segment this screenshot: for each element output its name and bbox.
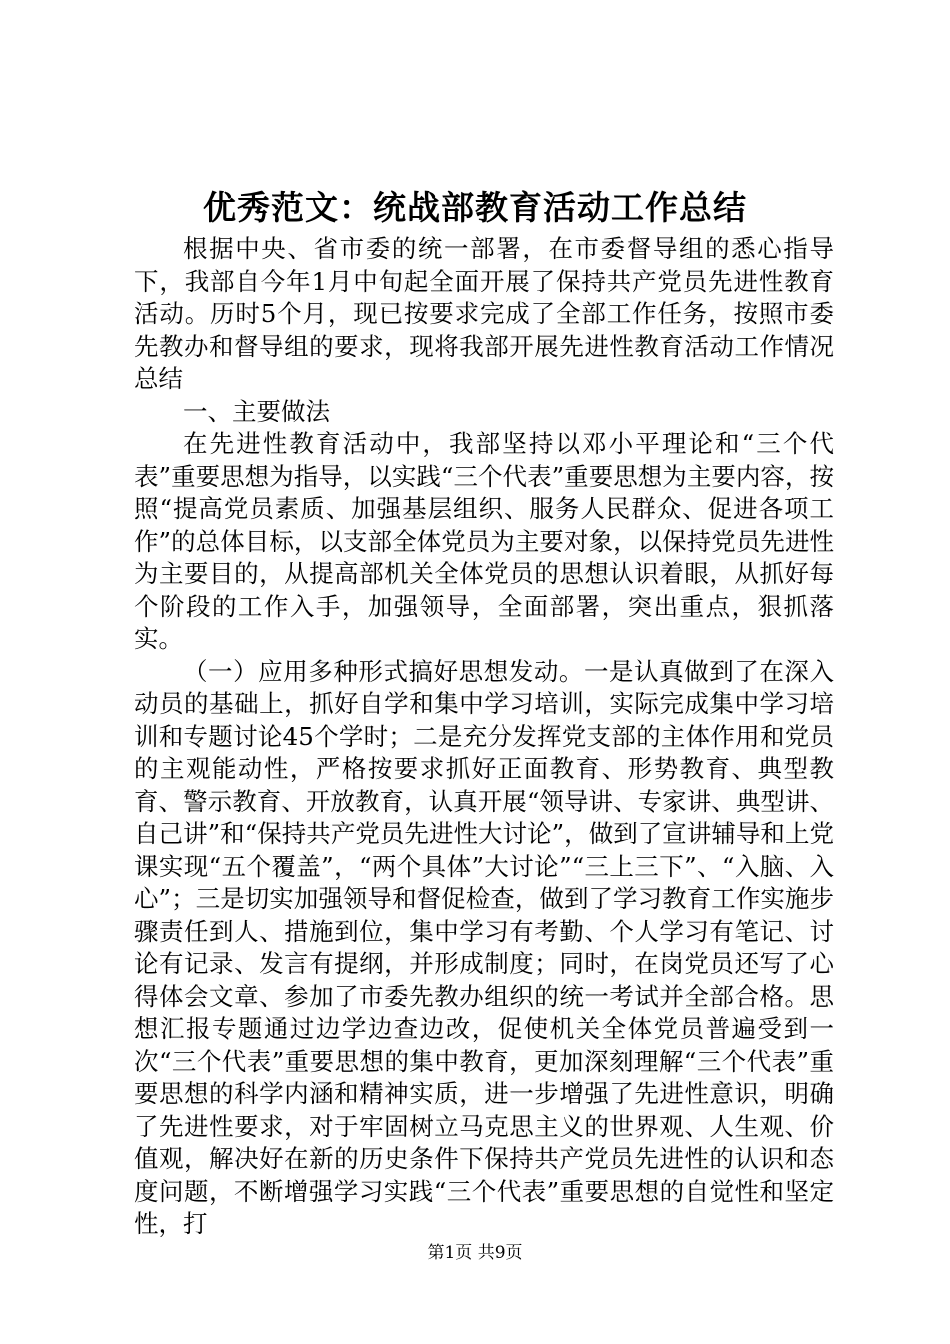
section-heading: 一、主要做法 [183,396,330,426]
page-footer: 第1页 共9页 [427,1243,523,1263]
paragraph-intro: 根据中央、省市委的统一部署，在市委督导组的悉心指导下，我部自今年1月中旬起全面开展了保持共产党员先进性教育活动。历时5个月，现已按要求完成了全部工作任务，按照市委先教办和督导组的要求，现将我部开展先进性教育活动工作情况总结 [134,234,834,393]
document-body [134,233,834,1241]
paragraph-approach: 在先进性教育活动中，我部坚持以邓小平理论和“三个代表”重要思想为指导，以实践“三个代表”重要思想为主要内容，按照“提高党员素质、加强基层组织、服务人民群众、促进各项工作”的总体目标，以支部全体党员为主要对象，以保持党员先进性为主要目的，从提高部机关全体党员的思想认识着眼，从抓好每个阶段的工作入手，加强领导，全面部署，突出重点，狠抓落实。 [134,429,834,653]
paragraph-mobilization: （一）应用多种形式搞好思想发动。一是认真做到了在深入动员的基础上，抓好自学和集中学习培训，实际完成集中学习培训和专题讨论45个学时；二是充分发挥党支部的主体作用和党员的主观能动性，严格按要求抓好正面教育、形势教育、典型教育、警示教育、开放教育，认真开展“领导讲、专家讲、典型讲、自己讲”和“保持共产党员先进性大讨论”，做到了宣讲辅导和上党课实现“五个覆盖”，“两个具体”大讨论”“三上三下”、“入脑、入心”；三是切实加强领导和督促检查，做到了学习教育工作实施步骤责任到人、措施到位，集中学习有考勤、个人学习有笔记、讨论有记录、发言有提纲，并形成制度；同时，在岗党员还写了心得体会文章、参加了市委先教办组织的统一考试并全部合格。思想汇报专题通过边学边查边改，促使机关全体党员普遍受到一次“三个代表”重要思想的集中教育，更加深刻理解“三个代表”重要思想的科学内涵和精神实质，进一步增强了先进性意识，明确了先进性要求，对于牢固树立马克思主义的世界观、人生观、价值观，解决好在新的历史条件下保持共产党员先进性的认识和态度问题，不断增强学习实践“三个代表”重要思想的自觉性和坚定性，打 [134,656,834,1238]
document-title: 优秀范文：统战部教育活动工作总结 [203,188,747,227]
